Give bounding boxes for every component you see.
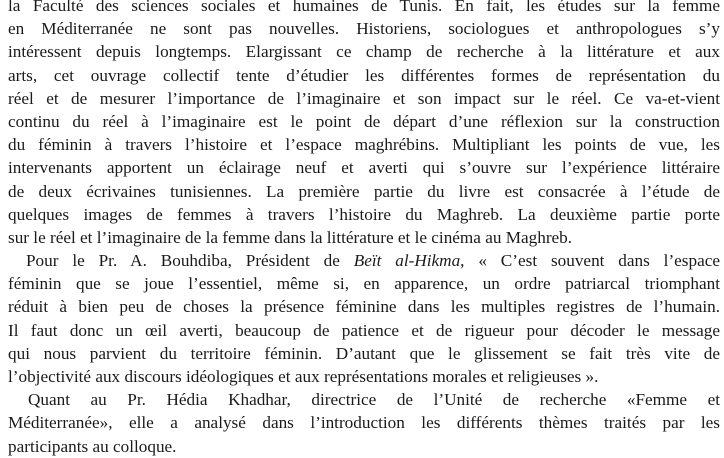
text-line: intéressent depuis longtemps. Elargissant ce champ de recherche à la littérature et aux [8, 42, 720, 62]
document-page [8, 0, 720, 458]
text-segment: Pour le Pr. A. Bouhdiba, Président de [26, 251, 354, 271]
paragraph-2 [8, 249, 720, 388]
text-line: l’objectivité aux discours idéologiques et aux représentations morales et religieuses ». [8, 367, 599, 386]
text-line: quelques images de femmes à travers l’histoire du Maghreb. La deuxième partie porte [8, 204, 720, 224]
italic-title: Beït al-Hikma [353, 251, 461, 271]
text-line: en Méditerranée ne sont pas nouvelles. Historiens, sociologues et anthropologues s’y [8, 19, 720, 39]
text-line [8, 249, 720, 272]
text-line: continu du réel à l’imaginaire est le point de départ d’une réflexion sur la construction [8, 111, 720, 131]
text-line: Méditerranée», elle a analysé dans l’introduction les différents thèmes traités par les [8, 413, 720, 433]
text-line: arts, cet ouvrage collectif tente d’étudier les différentes formes de représentation du [8, 65, 720, 85]
text-line: réel et de mesurer l’importance de l’imaginaire et son impact sur le réel. Ce va-et-vient [8, 88, 720, 108]
text-line: Il faut donc un œil averti, beaucoup de patience et de rigueur pour décoder le message [8, 320, 720, 340]
text-line: participants au colloque. [8, 436, 177, 456]
text-line: Quant au Pr. Hédia Khadhar, directrice de l’Unité de recherche «Femme et [28, 390, 720, 410]
text-line: féminin que se joue l’essentiel, même si, en apparence, un ordre patriarcal triomphant [8, 274, 720, 294]
paragraph-3 [8, 388, 720, 458]
text-segment: , « C’est souvent dans l’espace [460, 251, 720, 271]
text-line: qui nous parvient du territoire féminin. D’autant que le glissement se fait très vite de [8, 343, 720, 363]
paragraph-1 [8, 0, 720, 249]
text-line: intervenants apportent un éclairage neuf et averti qui s’ouvre sur l’expérience littéraire [8, 158, 720, 178]
text-line: sur le réel et l’imaginaire de la femme dans la littérature et le cinéma au Maghreb. [8, 227, 573, 247]
text-line: réduit à bien peu de choses la présence féminine dans les multiples registres de l’humain. [8, 297, 720, 317]
text-line: la Faculté des sciences sociales et humaines de Tunis. En fait, les études sur la femme [8, 0, 720, 15]
text-line: de deux écrivaines tunisiennes. La première partie du livre est consacrée à l’étude de [8, 181, 720, 201]
text-line: du féminin à travers l’histoire et l’espace maghrébins. Multipliant les points de vue, les [8, 135, 720, 155]
